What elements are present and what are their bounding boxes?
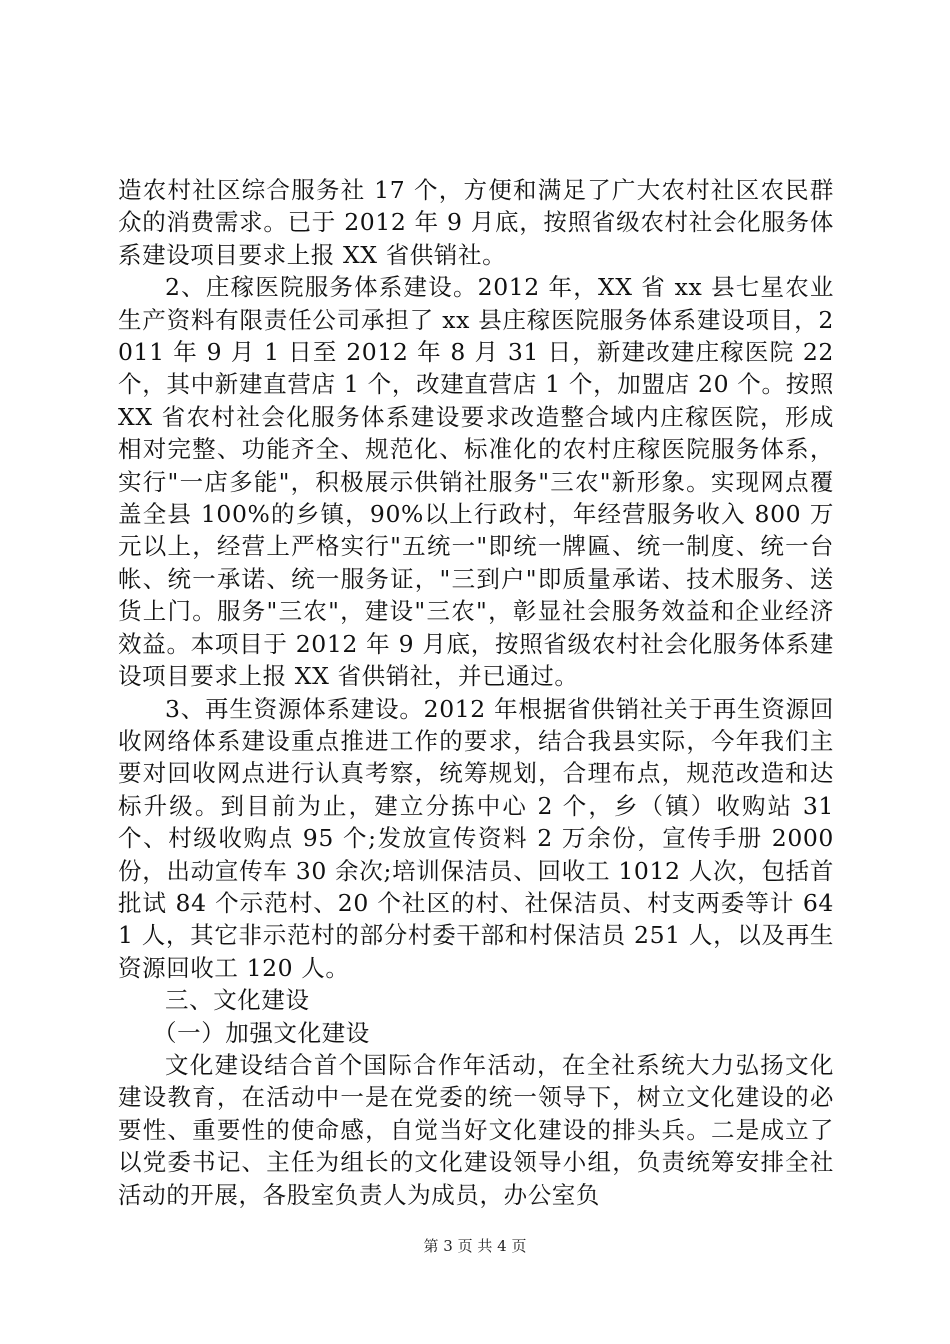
document-body — [118, 174, 834, 1211]
page-footer: 第 3 页 共 4 页 — [423, 1237, 527, 1255]
paragraph-crop-hospital: 2、庄稼医院服务体系建设。2012 年，XX 省 xx 县七星农业生产资料有限责任公司承担了 xx 县庄稼医院服务体系建设项目，2011 年 9 月 1 日至 2012 年 8 月 31 日，新建改建庄稼医院 22 个，其中新建直营店 1 个，改建直营店 1 个，加盟店 20 个。按照 XX 省农村社会化服务体系建设要求改造整合域内庄稼医院，形成相对完整、功能齐全、规范化、标准化的农村庄稼医院服务体系，实行"一店多能"，积极展示供销社服务"三农"新形象。实现网点覆盖全县 100%的乡镇，90%以上行政村，年经营服务收入 800 万元以上，经营上严格实行"五统一"即统一牌匾、统一制度、统一台帐、统一承诺、统一服务证，"三到户"即质量承诺、技术服务、送货上门。服务"三农"，建设"三农"，彰显社会服务效益和企业经济效益。本项目于 2012 年 9 月底，按照省级农村社会化服务体系建设项目要求上报 XX 省供销社，并已通过。 — [118, 273, 834, 691]
section-heading: 三、文化建设 — [165, 986, 310, 1015]
paragraph-culture: 文化建设结合首个国际合作年活动，在全社系统大力弘扬文化建设教育，在活动中一是在党委的统一领导下，树立文化建设的必要性、重要性的使命感，自觉当好文化建设的排头兵。二是成立了以党委书记、主任为组长的文化建设领导小组，负责统筹安排全社活动的开展，各股室负责人为成员，办公室负 — [118, 1050, 834, 1209]
sub-heading: （一）加强文化建设 — [153, 1018, 370, 1047]
paragraph-continuation: 造农村社区综合服务社 17 个，方便和满足了广大农村社区农民群众的消费需求。已于 2012 年 9 月底，按照省级农村社会化服务体系建设项目要求上报 XX 省供销社。 — [118, 176, 834, 269]
paragraph-recycling: 3、再生资源体系建设。2012 年根据省供销社关于再生资源回收网络体系建设重点推进工作的要求，结合我县实际，今年我们主要对回收网点进行认真考察，统筹规划，合理布点，规范改造和达标升级。到目前为止，建立分拣中心 2 个，乡（镇）收购站 31 个、村级收购点 95 个;发放宣传资料 2 万余份，宣传手册 2000 份，出动宣传车 30 余次;培训保洁员、回收工 1012 人次，包括首批试 84 个示范村、20 个社区的村、社保洁员、村支两委等计 641 人，其它非示范村的部分村委干部和村保洁员 251 人，以及再生资源回收工 120 人。 — [118, 694, 834, 982]
